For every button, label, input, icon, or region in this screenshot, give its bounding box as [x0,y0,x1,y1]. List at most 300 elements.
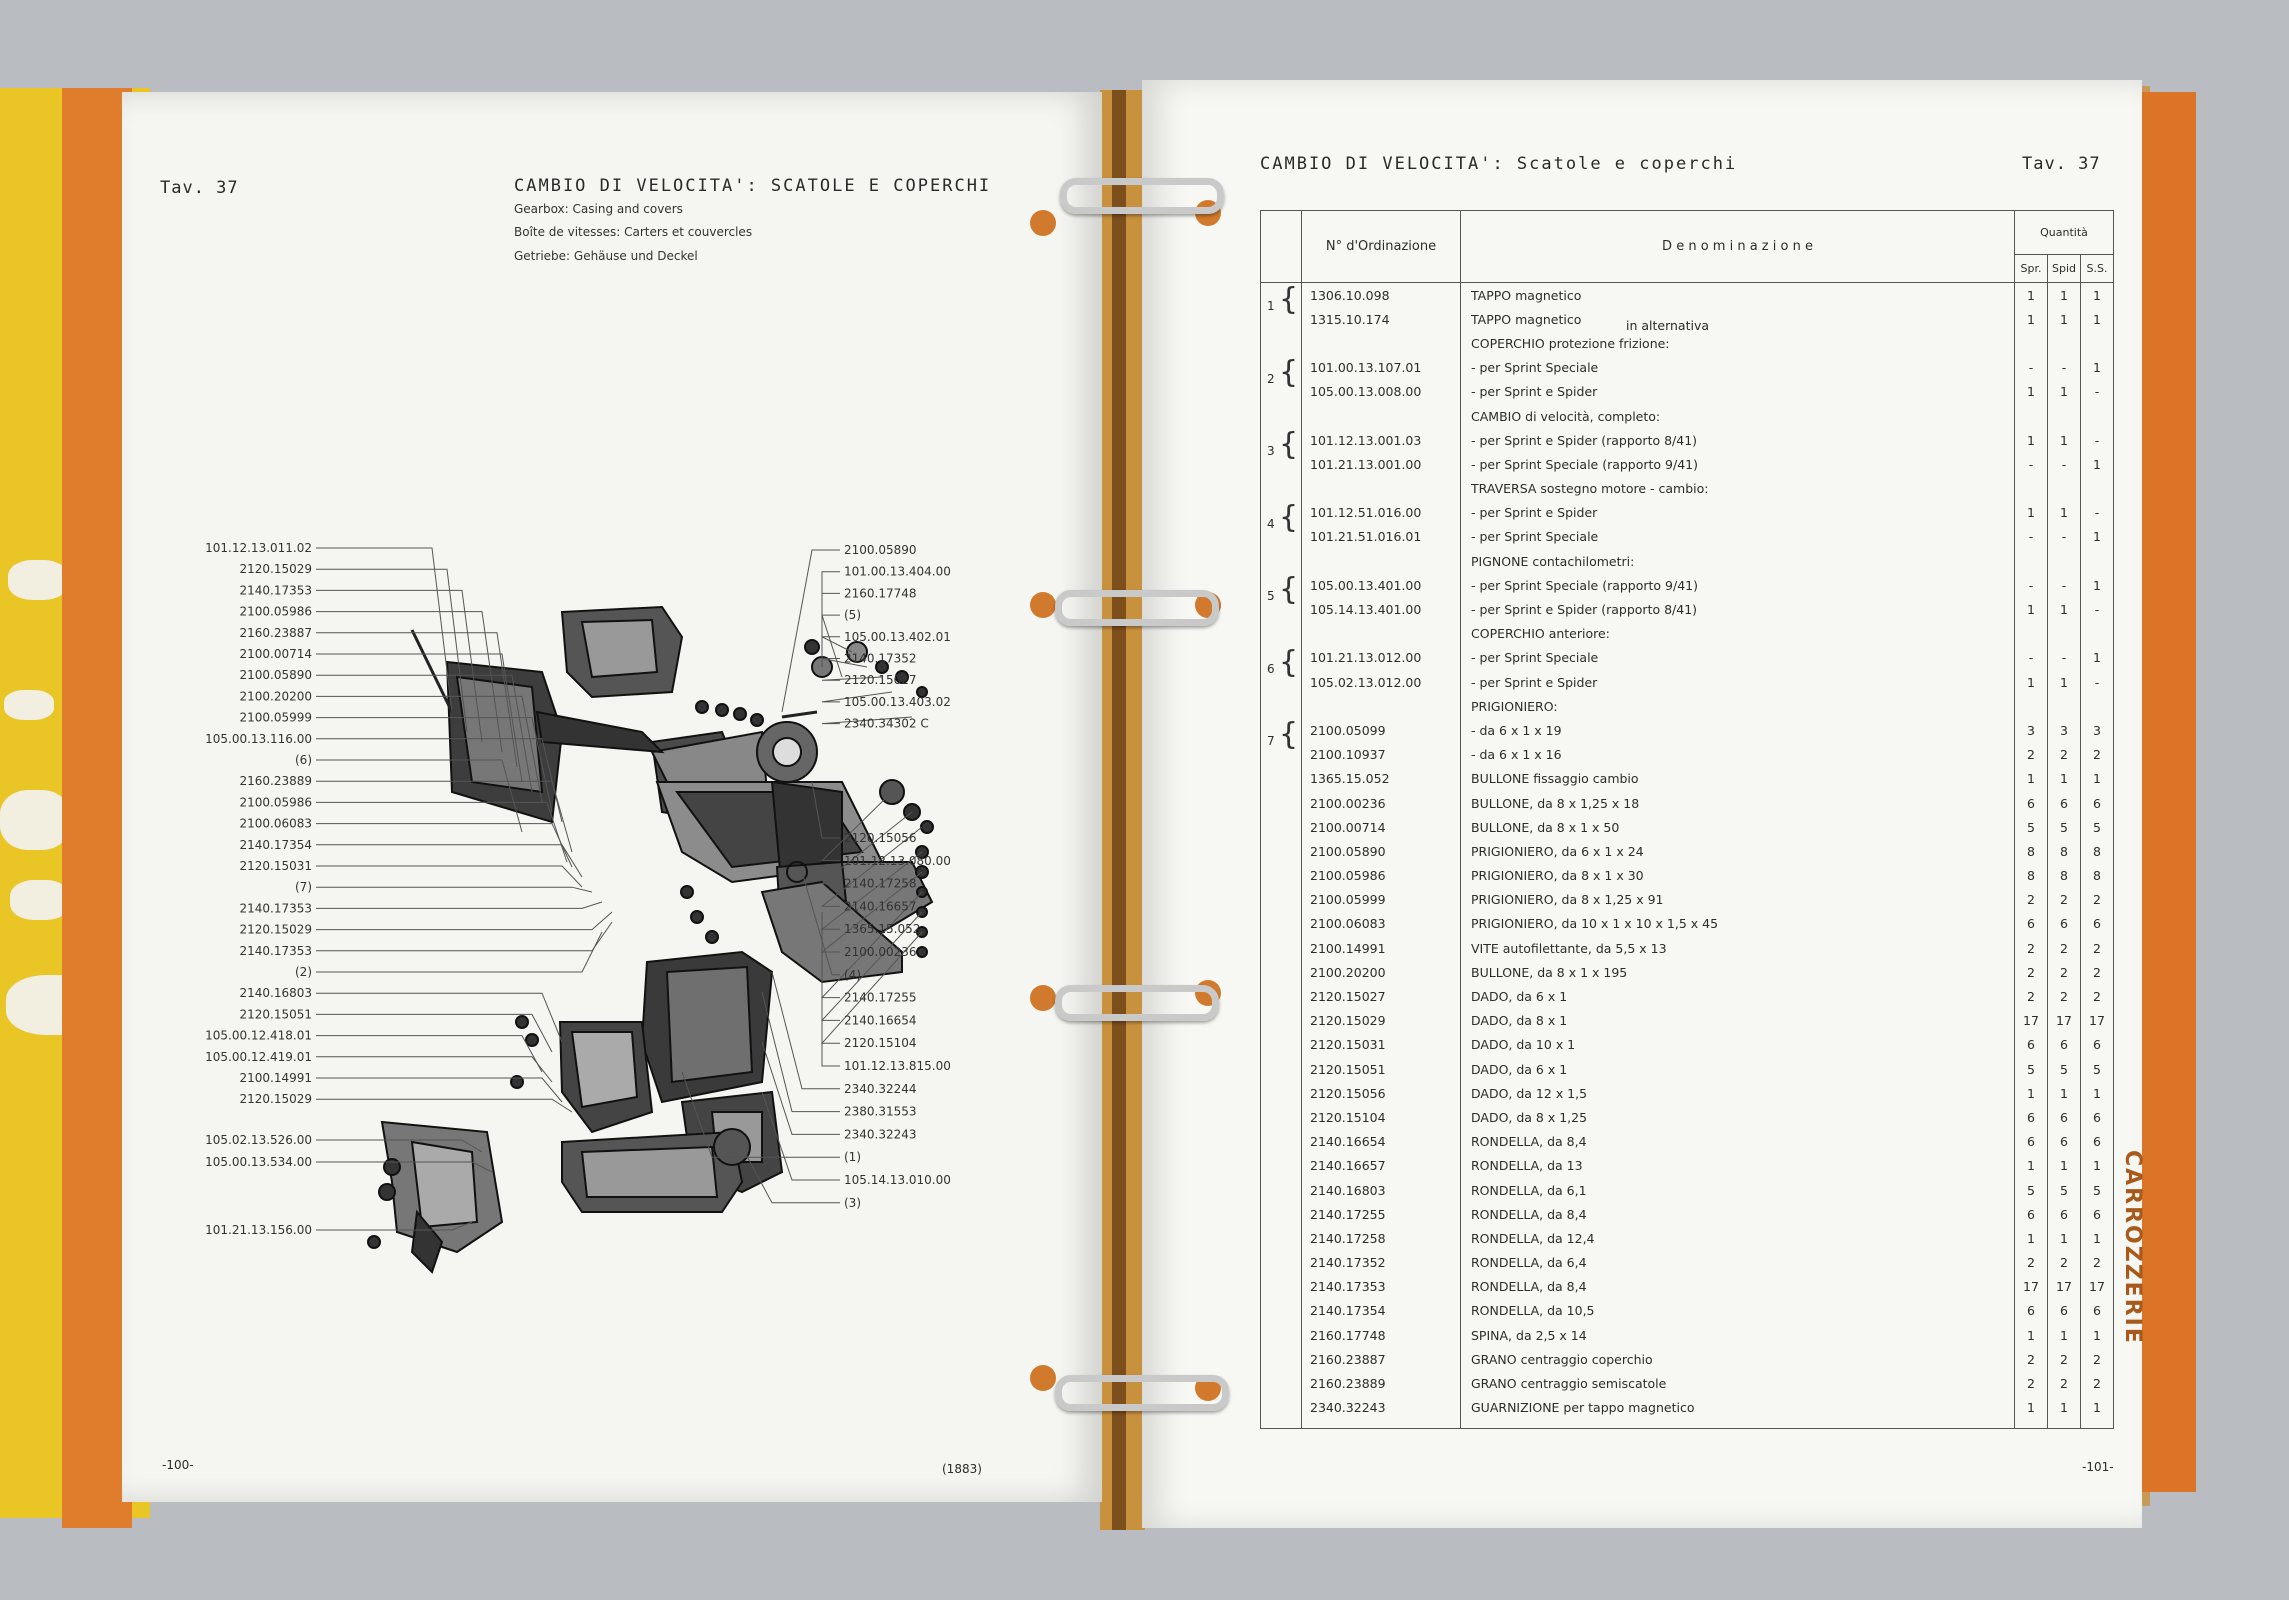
right-callout-label: 2120.15056 [844,831,917,845]
qty-spr-cell: 1 [2015,1154,2048,1178]
right-callout-label: (3) [844,1195,861,1210]
part-number-cell: 2140.17352 [1302,1251,1461,1275]
description-cell: COPERCHIO anteriore: [1461,622,2015,646]
qty-spid-cell: 1 [2048,597,2081,621]
qty-spid-cell: 2 [2048,743,2081,767]
left-tav-label: Tav. 37 [160,178,239,198]
part-number-cell: 2140.16803 [1302,1178,1461,1202]
right-callout-label: 2140.17258 [844,876,917,891]
table-row [1261,1178,2114,1202]
catalog-number: (1883) [942,1462,982,1476]
left-callout-label: (6) [295,753,312,767]
part-number-cell: 2160.17748 [1302,1323,1461,1347]
table-row [1261,331,2114,355]
qty-ss-cell: 2 [2081,984,2114,1008]
right-page-title: CAMBIO DI VELOCITA': Scatole e coperchi [1260,154,1738,174]
description-cell: DADO, da 6 x 1 [1461,984,2015,1008]
qty-spid-cell: 3 [2048,718,2081,742]
table-row [1261,525,2114,549]
part-number-cell: 2120.15031 [1302,1033,1461,1057]
leader-line [316,1078,562,1102]
group-cell [1261,694,1302,718]
qty-ss-cell: 2 [2081,960,2114,984]
part-number-cell: 105.14.13.401.00 [1302,597,1461,621]
table-row [1261,1105,2114,1129]
description-cell: CAMBIO di velocità, completo: [1461,404,2015,428]
qty-spid-cell [2048,404,2081,428]
table-row [1261,549,2114,573]
part-number-cell: 1306.10.098 [1302,283,1461,308]
part-number-cell: 2120.15051 [1302,1057,1461,1081]
qty-spid-cell: 5 [2048,1178,2081,1202]
leader-line [762,992,840,1112]
table-row [1261,1202,2114,1226]
left-page-number: -100- [162,1458,194,1472]
qty-spid-cell: 5 [2048,1057,2081,1081]
qty-spr-cell: 2 [2015,888,2048,912]
qty-ss-cell: 6 [2081,1202,2114,1226]
paper-peel [8,560,68,600]
qty-ss-cell: 1 [2081,525,2114,549]
qty-spr-cell: 1 [2015,597,2048,621]
description-cell: PRIGIONIERO, da 8 x 1,25 x 91 [1461,888,2015,912]
description-cell: SPINA, da 2,5 x 14 [1461,1323,2015,1347]
part-number-cell: 2120.15104 [1302,1105,1461,1129]
part-number-cell: 101.21.13.012.00 [1302,646,1461,670]
description-cell: TAPPO magnetico [1461,283,2015,308]
qty-ss-cell: 1 [2081,1081,2114,1105]
right-callout-label: 2340.32244 [844,1081,917,1096]
group-cell [1261,1371,1302,1395]
qty-ss-cell: 6 [2081,791,2114,815]
qty-ss-cell: 1 [2081,767,2114,791]
right-callout-label: 2100.00236 [844,945,917,959]
part-number-cell: 101.21.13.001.00 [1302,452,1461,476]
description-cell: - da 6 x 1 x 16 [1461,743,2015,767]
part-number-cell [1302,331,1461,355]
description-cell: RONDELLA, da 6,1 [1461,1178,2015,1202]
group-number: 3 [1267,444,1275,459]
part-number-cell: 2160.23887 [1302,1347,1461,1371]
qty-spr-cell: 6 [2015,1105,2048,1129]
qty-spid-cell: 6 [2048,1033,2081,1057]
right-callout-label: (4) [844,967,861,982]
table-row [1261,670,2114,694]
right-callout-label: (1) [844,1150,861,1165]
left-page-title: CAMBIO DI VELOCITA': SCATOLE E COPERCHI [514,176,992,196]
table-row [1261,283,2114,308]
binder-ring [1055,590,1219,626]
qty-ss-cell: 8 [2081,864,2114,888]
qty-ss-cell: 1 [2081,1323,2114,1347]
qty-ss-cell: 6 [2081,912,2114,936]
left-callout-label: 2140.17353 [239,583,312,598]
qty-spr-cell: 1 [2015,1081,2048,1105]
qty-spr-cell: - [2015,573,2048,597]
group-cell [1261,1009,1302,1033]
group-cell [1261,1396,1302,1420]
group-cell [1261,452,1302,476]
left-callout-label: 105.00.13.116.00 [205,731,312,746]
part-number-cell: 2100.10937 [1302,743,1461,767]
qty-ss-cell: 6 [2081,1105,2114,1129]
qty-ss-cell: 2 [2081,1251,2114,1275]
group-cell [1261,960,1302,984]
qty-spr-cell: 1 [2015,1226,2048,1250]
group-cell [1261,1105,1302,1129]
qty-spr-cell: 6 [2015,1033,2048,1057]
parts-table [1260,210,2114,1429]
qty-ss-cell [2081,694,2114,718]
part-number-cell: 2120.15027 [1302,984,1461,1008]
leader-line [316,902,602,908]
left-callout-label: 105.00.12.419.01 [205,1049,312,1064]
part-number-cell [1302,477,1461,501]
group-number: 2 [1267,371,1275,386]
qty-spr-cell: 8 [2015,864,2048,888]
description-cell: RONDELLA, da 6,4 [1461,1251,2015,1275]
table-row [1261,1130,2114,1154]
table-row [1261,1275,2114,1299]
right-callout-label: 2140.16657 [844,899,917,914]
left-callout-label: (7) [295,880,312,895]
qty-spr-cell: 1 [2015,283,2048,308]
qty-spid-cell: 6 [2048,1130,2081,1154]
description-cell: BULLONE, da 8 x 1 x 50 [1461,815,2015,839]
table-row [1261,1371,2114,1395]
qty-spr-cell: - [2015,525,2048,549]
group-cell [1261,597,1302,621]
description-cell: PRIGIONIERO, da 10 x 1 x 10 x 1,5 x 45 [1461,912,2015,936]
part-number-cell [1302,622,1461,646]
ss-header: S.S. [2081,255,2114,283]
qty-spid-cell: 1 [2048,1396,2081,1420]
group-cell [1261,912,1302,936]
qty-spid-cell [2048,549,2081,573]
description-cell: BULLONE, da 8 x 1,25 x 18 [1461,791,2015,815]
group-cell [1261,670,1302,694]
leader-line [316,932,602,972]
group-cell [1261,1202,1302,1226]
qty-ss-cell [2081,404,2114,428]
table-row [1261,380,2114,404]
part-number-cell: 2100.05099 [1302,718,1461,742]
qty-spid-cell: 2 [2048,936,2081,960]
description-cell: - per Sprint Speciale (rapporto 9/41) [1461,452,2015,476]
group-cell [1261,404,1302,428]
right-page [1142,80,2142,1528]
qty-ss-cell: 2 [2081,888,2114,912]
part-number-cell: 101.21.51.016.01 [1302,525,1461,549]
qty-spid-cell [2048,694,2081,718]
left-callout-label: 2100.00714 [239,647,312,661]
paper-peel [10,880,70,920]
qty-spr-cell: - [2015,452,2048,476]
qty-spid-cell [2048,622,2081,646]
right-callout-label: 2160.17748 [844,586,917,601]
qty-spr-cell: 1 [2015,380,2048,404]
qty-spr-cell: 17 [2015,1009,2048,1033]
right-callout-label: (5) [844,608,861,623]
table-row [1261,864,2114,888]
qty-spid-cell: 1 [2048,501,2081,525]
group-cell [1261,1226,1302,1250]
qty-spid-cell: 2 [2048,1347,2081,1371]
group-cell [1261,644,1302,680]
qty-spr-cell: 1 [2015,767,2048,791]
spr-header: Spr. [2015,255,2048,283]
qty-ss-cell [2081,331,2114,355]
right-callout-label: 105.00.13.403.02 [844,694,951,709]
left-callout-label: 2120.15051 [239,1007,312,1022]
right-callout-label: 1365.15.052 [844,922,921,937]
left-callout-label: 101.12.13.011.02 [205,541,312,555]
qty-spid-cell: 6 [2048,791,2081,815]
group-cell [1261,572,1302,608]
qty-spr-cell [2015,477,2048,501]
part-number-cell: 2100.06083 [1302,912,1461,936]
qty-spid-cell: - [2048,356,2081,380]
group-cell [1261,1081,1302,1105]
qty-ss-cell: 1 [2081,307,2114,331]
qty-ss-cell [2081,622,2114,646]
code-column-header: N° d'Ordinazione [1302,211,1461,283]
qty-ss-cell: 1 [2081,356,2114,380]
in-alternativa-note: in alternativa [1626,318,1710,333]
qty-spr-cell: 2 [2015,1347,2048,1371]
group-cell [1261,864,1302,888]
left-callout-label: 2120.15029 [239,562,312,577]
group-cell [1261,282,1302,317]
table-row [1261,1033,2114,1057]
qty-spid-cell: 2 [2048,960,2081,984]
group-cell [1261,1057,1302,1081]
table-row [1261,646,2114,670]
left-callout-label: 2120.15029 [239,1092,312,1107]
group-cell [1261,622,1302,646]
binder-ring [1055,1375,1229,1411]
group-cell [1261,888,1302,912]
binder-ring [1055,985,1219,1021]
right-callout-label: 2140.17352 [844,651,917,666]
group-cell [1261,1154,1302,1178]
qty-spid-cell: - [2048,452,2081,476]
part-number-cell: 101.12.13.001.03 [1302,428,1461,452]
group-number: 1 [1267,299,1275,313]
part-number-cell [1302,549,1461,573]
qty-ss-cell: 6 [2081,1299,2114,1323]
left-callout-label: 2100.06083 [239,816,312,831]
brace-glyph: { [1279,282,1299,317]
qty-spr-cell: 8 [2015,839,2048,863]
qty-ss-cell: 5 [2081,1057,2114,1081]
qty-spid-cell: 1 [2048,428,2081,452]
left-callout-label: 2100.20200 [239,689,312,704]
brace-glyph: { [1279,572,1299,608]
group-cell [1261,331,1302,355]
brace-glyph: { [1279,499,1299,535]
table-row [1261,791,2114,815]
qty-ss-cell: 6 [2081,1033,2114,1057]
description-cell: BULLONE fissaggio cambio [1461,767,2015,791]
right-tav-label: Tav. 37 [2022,154,2101,174]
group-number: 7 [1267,734,1275,749]
group-cell [1261,936,1302,960]
qty-spid-cell: 6 [2048,912,2081,936]
table-row [1261,888,2114,912]
qty-spid-cell: 17 [2048,1275,2081,1299]
qty-ss-cell: 2 [2081,936,2114,960]
description-cell: - per Sprint e Spider [1461,380,2015,404]
part-number-cell: 2140.16654 [1302,1130,1461,1154]
qty-spid-cell: 8 [2048,839,2081,863]
right-callout-label: 2120.15027 [844,673,917,688]
part-number-cell: 2100.05986 [1302,864,1461,888]
qty-spid-cell: 2 [2048,984,2081,1008]
part-number-cell: 101.12.51.016.00 [1302,501,1461,525]
qty-ss-cell: 2 [2081,1347,2114,1371]
qty-ss-cell: 5 [2081,815,2114,839]
qty-ss-cell: 1 [2081,573,2114,597]
left-callout-label: 2140.17353 [239,901,312,916]
description-cell: GRANO centraggio coperchio [1461,1347,2015,1371]
description-cell: RONDELLA, da 8,4 [1461,1202,2015,1226]
part-number-cell: 2120.15029 [1302,1009,1461,1033]
qty-spid-cell: 1 [2048,283,2081,308]
description-cell: DADO, da 12 x 1,5 [1461,1081,2015,1105]
qty-spr-cell: 1 [2015,1396,2048,1420]
group-number: 4 [1267,516,1275,531]
qty-ss-cell: 1 [2081,283,2114,308]
description-cell: - da 6 x 1 x 19 [1461,718,2015,742]
part-number-cell: 2160.23889 [1302,1371,1461,1395]
left-callout-label: 105.00.13.534.00 [205,1155,312,1169]
qty-spr-cell: 2 [2015,984,2048,1008]
right-callout-label: 105.00.13.402.01 [844,629,951,644]
right-callout-label: 105.14.13.010.00 [844,1173,951,1187]
table-row [1261,1226,2114,1250]
group-cell [1261,354,1302,390]
description-cell: RONDELLA, da 10,5 [1461,1299,2015,1323]
qty-spid-cell: - [2048,646,2081,670]
group-cell [1261,1130,1302,1154]
qty-spr-cell: 6 [2015,1202,2048,1226]
right-callout-label: 2140.17255 [844,990,917,1005]
table-row [1261,428,2114,452]
group-cell [1261,477,1302,501]
group-cell [1261,427,1302,463]
description-cell: DADO, da 10 x 1 [1461,1033,2015,1057]
qty-ss-cell: 17 [2081,1009,2114,1033]
qty-spr-cell: 2 [2015,1251,2048,1275]
qty-spid-cell: 1 [2048,1226,2081,1250]
leader-line [316,866,582,887]
qty-spr-cell: 5 [2015,1057,2048,1081]
qty-spid-cell: 1 [2048,307,2081,331]
qty-spr-cell [2015,404,2048,428]
part-number-cell: 2140.16657 [1302,1154,1461,1178]
table-row [1261,1081,2114,1105]
table-row [1261,404,2114,428]
leader-line [316,1036,542,1072]
part-number-cell [1302,404,1461,428]
table-row [1261,1057,2114,1081]
qty-spr-cell: 5 [2015,815,2048,839]
part-number-cell: 105.00.13.008.00 [1302,380,1461,404]
description-cell: DADO, da 8 x 1,25 [1461,1105,2015,1129]
part-number-cell: 2340.32243 [1302,1396,1461,1420]
punch-hole [1030,1365,1056,1391]
qty-spr-cell: 17 [2015,1275,2048,1299]
table-row [1261,597,2114,621]
part-number-cell: 2100.05999 [1302,888,1461,912]
leader-line [316,845,582,877]
left-callout-label: 101.21.13.156.00 [205,1223,312,1237]
table-row [1261,984,2114,1008]
group-cell [1261,1178,1302,1202]
group-cell [1261,380,1302,404]
qty-spid-cell: 5 [2048,815,2081,839]
punch-hole [1030,592,1056,618]
group-number: 5 [1267,589,1275,604]
qty-ss-cell: 8 [2081,839,2114,863]
quantity-header: Quantità [2015,211,2114,255]
part-number-cell: 2100.00236 [1302,791,1461,815]
description-cell: - per Sprint e Spider (rapporto 8/41) [1461,428,2015,452]
leader-line [316,548,452,712]
description-cell: - per Sprint e Spider [1461,670,2015,694]
table-row [1261,477,2114,501]
qty-ss-cell: - [2081,380,2114,404]
right-page-number: -101- [2082,1460,2114,1474]
group-number: 6 [1267,661,1275,676]
table-row [1261,694,2114,718]
spine-shadow [1112,90,1126,1530]
qty-spid-cell: 2 [2048,1251,2081,1275]
part-number-cell: 2100.00714 [1302,815,1461,839]
table-row [1261,1009,2114,1033]
qty-spr-cell: - [2015,356,2048,380]
description-cell: PIGNONE contachilometri: [1461,549,2015,573]
table-row [1261,356,2114,380]
punch-hole [1030,210,1056,236]
right-callout-label: 101.12.13.080.00 [844,853,951,868]
qty-ss-cell: 2 [2081,743,2114,767]
description-cell: - per Sprint e Spider [1461,501,2015,525]
right-callout-label: 2120.15104 [844,1036,917,1051]
qty-ss-cell: 1 [2081,1396,2114,1420]
group-cell [1261,1323,1302,1347]
subtitle-english: Gearbox: Casing and covers [514,202,683,216]
qty-spid-cell: 8 [2048,864,2081,888]
left-callout-label: 2100.05986 [239,604,312,619]
description-cell: GUARNIZIONE per tappo magnetico [1461,1396,2015,1420]
qty-spr-cell: 1 [2015,307,2048,331]
description-cell: RONDELLA, da 12,4 [1461,1226,2015,1250]
part-number-cell: 2120.15056 [1302,1081,1461,1105]
description-cell: TAPPO magnetico [1461,307,2015,331]
left-callout-label: 2100.05999 [239,710,312,725]
qty-ss-cell: 6 [2081,1130,2114,1154]
qty-spr-cell: 1 [2015,670,2048,694]
brace-glyph: { [1279,354,1299,390]
qty-spr-cell [2015,694,2048,718]
description-cell: PRIGIONIERO, da 8 x 1 x 30 [1461,864,2015,888]
left-callout-label: (2) [295,965,312,979]
description-cell: - per Sprint Speciale [1461,356,2015,380]
qty-spid-cell: 1 [2048,380,2081,404]
left-callout-label: 2160.23889 [239,774,312,789]
